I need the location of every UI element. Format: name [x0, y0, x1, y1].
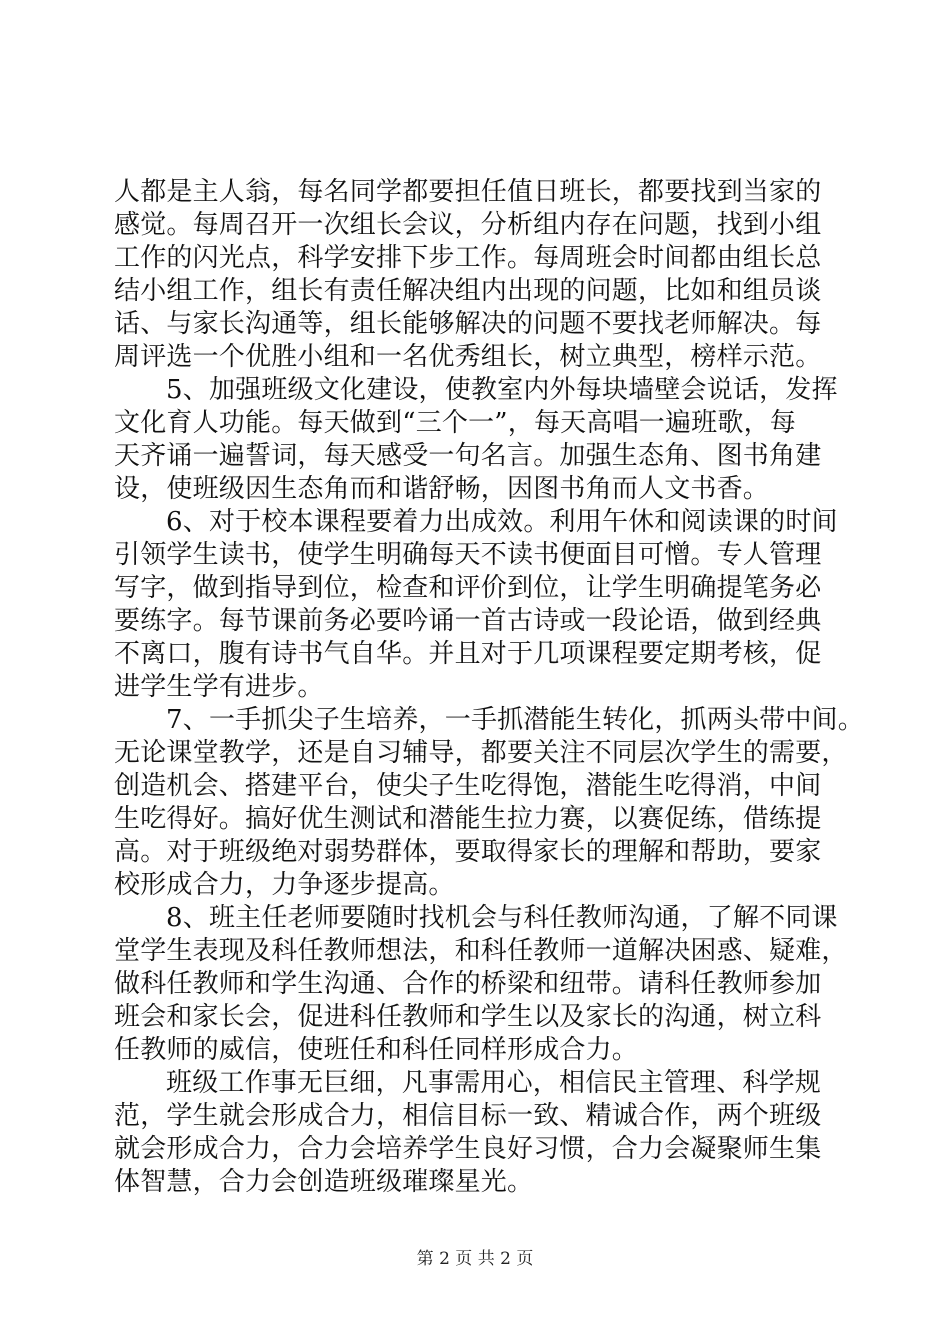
- text-line: 设，使班级因生态角而和谐舒畅，因图书角而人文书香。: [114, 474, 770, 504]
- text-line: 话、与家长沟通等，组长能够解决的问题不要找老师解决。每: [114, 309, 822, 339]
- closing-paragraph-start: 班级工作事无巨细，凡事需用心，相信民主管理、科学规: [166, 1068, 822, 1098]
- text-line: 高。对于班级绝对弱势群体，要取得家长的理解和帮助，要家: [114, 837, 822, 867]
- paragraph-7-start: 7、一手抓尖子生培养，一手抓潜能生转化，抓两头带中间。: [166, 705, 864, 735]
- text-line: 工作的闪光点，科学安排下步工作。每周班会时间都由组长总: [114, 243, 822, 273]
- text-line: 不离口，腹有诗书气自华。并且对于几项课程要定期考核，促: [114, 639, 822, 669]
- text-line: 生吃得好。搞好优生测试和潜能生拉力赛，以赛促练，借练提: [114, 804, 822, 834]
- text-line: 周评选一个优胜小组和一名优秀组长，树立典型，榜样示范。: [114, 342, 822, 372]
- text-line: 引领学生读书，使学生明确每天不读书便面目可憎。专人管理: [114, 540, 822, 570]
- text-line: 感觉。每周召开一次组长会议，分析组内存在问题，找到小组: [114, 210, 822, 240]
- paragraph-8-start: 8、班主任老师要随时找机会与科任教师沟通，了解不同课: [166, 903, 838, 933]
- text-line: 范，学生就会形成合力，相信目标一致、精诚合作，两个班级: [114, 1101, 822, 1131]
- text-line: 进学生学有进步。: [114, 672, 324, 702]
- paragraph-5-start: 5、加强班级文化建设，使教室内外每块墙壁会说话，发挥: [166, 375, 838, 405]
- page-number-footer: 第 2 页 共 2 页: [416, 1249, 534, 1269]
- text-line: 做科任教师和学生沟通、合作的桥梁和纽带。请科任教师参加: [114, 969, 822, 999]
- paragraph-6-start: 6、对于校本课程要着力出成效。利用午休和阅读课的时间: [166, 507, 838, 537]
- text-line: 结小组工作，组长有责任解决组内出现的问题，比如和组员谈: [114, 276, 822, 306]
- text-line: 文化育人功能。每天做到“三个一”，每天高唱一遍班歌，每: [114, 408, 796, 438]
- text-line: 天齐诵一遍誓词，每天感受一句名言。加强生态角、图书角建: [114, 441, 822, 471]
- text-line: 要练字。每节课前务必要吟诵一首古诗或一段论语，做到经典: [114, 606, 822, 636]
- text-line: 体智慧，合力会创造班级璀璨星光。: [114, 1167, 534, 1197]
- text-line: 无论课堂教学，还是自习辅导，都要关注不同层次学生的需要，: [114, 738, 848, 768]
- text-line: 班会和家长会，促进科任教师和学生以及家长的沟通，树立科: [114, 1002, 822, 1032]
- text-line: 人都是主人翁，每名同学都要担任值日班长，都要找到当家的: [114, 177, 822, 207]
- text-line: 写字，做到指导到位，检查和评价到位，让学生明确提笔务必: [114, 573, 822, 603]
- text-line: 就会形成合力，合力会培养学生良好习惯，合力会凝聚师生集: [114, 1134, 822, 1164]
- text-line: 创造机会、搭建平台，使尖子生吃得饱，潜能生吃得消，中间: [114, 771, 822, 801]
- text-line: 堂学生表现及科任教师想法，和科任教师一道解决困惑、疑难，: [114, 936, 848, 966]
- body-text: [114, 176, 864, 1199]
- text-line: 校形成合力，力争逐步提高。: [114, 870, 455, 900]
- text-line: 任教师的威信，使班任和科任同样形成合力。: [114, 1035, 639, 1065]
